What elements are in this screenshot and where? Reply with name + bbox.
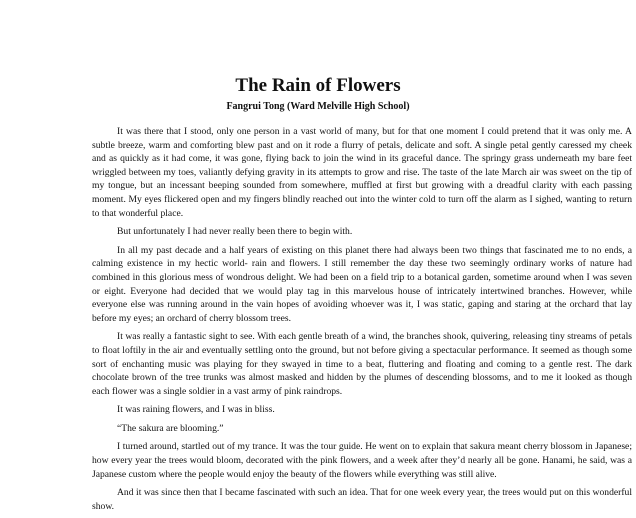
document-body	[92, 125, 632, 518]
paragraph: It was there that I stood, only one person in a vast world of many, but for that one moment I could pretend that it was only me. A subtle breeze, warm and comforting blew past and on it rode a flurry of petals, delicate and soft. A single petal gently caressed my cheek and as quickly as it had come, it was gone, flying back to join the wind in its graceful dance. The springy grass underneath my bare feet wriggled between my toes, valiantly defying gravity in its attempts to grow and rise. The taste of the late March air was sweet on the tip of my tongue, but an incessant beeping sounded from somewhere, muffled at first but growing with a dreadful clarity with each passing moment. My eyes flickered open and my fingers blindly reached out into the winter cold to turn off the alarm as I sighed, wanting to return to that wonderful place.	[92, 126, 632, 219]
document-title: The Rain of Flowers	[235, 75, 401, 96]
paragraph: It was really a fantastic sight to see. With each gentle breath of a wind, the branches shook, quivering, releasing tiny streams of petals to float loftily in the air and eventually settling onto the ground, but not before giving a spectacular performance. It seemed as though some sort of enchanting music was playing for they swayed in time to a beat, fluttering and floating and coming to a gentle rest. The dark chocolate brown of the tree trunks was almost masked and hidden by the plumes of descending blossoms, and to me it looked as though each flower was a single soldier in a vast army of pink raindrops.	[92, 331, 632, 397]
paragraph: In all my past decade and a half years of existing on this planet there had always been two things that fascinated me to no ends, a calming existence in my hectic world- rain and flowers. I still remember the day these two seemingly ordinary works of nature had combined in this glorious mess of wondrous delight. We had been on a field trip to a botanical garden, sometime around when I was seven or eight. Everyone had decided that we would play tag in this marvelous house of intricately intertwined branches. However, while everyone else was running around in the vain hopes of avoiding whoever was it, I was static, gaping and staring at the orchard that lay before my eyes; an orchard of cherry blossom trees.	[92, 244, 632, 324]
document-author: Fangrui Tong (Ward Melville High School)	[226, 101, 410, 112]
paragraph: But unfortunately I had never really been there to begin with.	[117, 226, 353, 238]
paragraph: It was raining flowers, and I was in bliss.	[117, 404, 275, 416]
paragraph: And it was since then that I became fascinated with such an idea. That for one week every year, the trees would put on this wonderful show.	[92, 487, 632, 512]
paragraph: I turned around, startled out of my trance. It was the tour guide. He went on to explain that sakura meant cherry blossom in Japanese; how every year the trees would bloom, decorated with the pink flowers, and a week after they’d nearly all be gone. Hanami, he said, was a Japanese custom where the people would enjoy the beauty of the flowers while everything was still alive.	[92, 441, 632, 480]
paragraph: “The sakura are blooming.”	[117, 422, 224, 434]
